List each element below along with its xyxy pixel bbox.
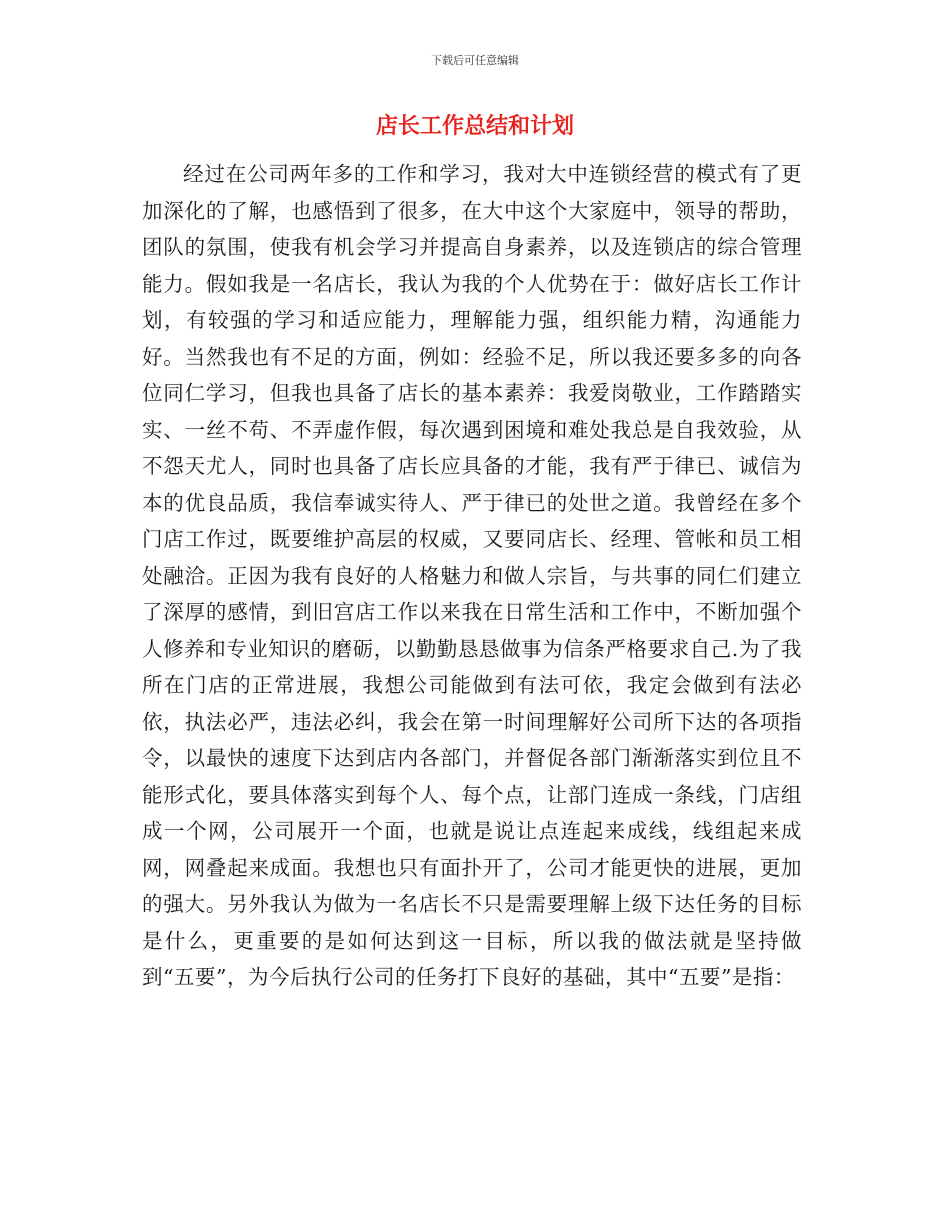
- document-title: 店长工作总结和计划: [375, 114, 574, 139]
- header-note: 下载后可任意编辑: [431, 54, 519, 67]
- body-paragraph: 经过在公司两年多的工作和学习，我对大中连锁经营的模式有了更加深化的了解，也感悟到了很多，在大中这个大家庭中，领导的帮助，团队的氛围，使我有机会学习并提高自身素养，以及连锁店的综合管理能力。假如我是一名店长，我认为我的个人优势在于：做好店长工作计划，有较强的学习和适应能力，理解能力强，组织能力精，沟通能力好。当然我也有不足的方面，例如：经验不足，所以我还要多多的向各位同仁学习，但我也具备了店长的基本素养：我爱岗敬业，工作踏踏实实、一丝不苟、不弄虚作假，每次遇到困境和难处我总是自我效验，从不怨天尤人，同时也具备了店长应具备的才能，我有严于律已、诚信为本的优良品质，我信奉诚实待人、严于律已的处世之道。我曾经在多个门店工作过，既要维护高层的权威，又要同店长、经理、管帐和员工相处融洽。正因为我有良好的人格魅力和做人宗旨，与共事的同仁们建立了深厚的感情，到旧宫店工作以来我在日常生活和工作中，不断加强个人修养和专业知识的磨砺，以勤勤恳恳做事为信条严格要求自己.为了我所在门店的正常进展，我想公司能做到有法可依，我定会做到有法必依，执法必严，违法必纠，我会在第一时间理解好公司所下达的各项指令，以最快的速度下达到店内各部门，并督促各部门渐渐落实到位且不能形式化，要具体落实到每个人、每个点，让部门连成一条线，门店组成一个网，公司展开一个面，也就是说让点连起来成线，线组起来成网，网叠起来成面。我想也只有面扑开了，公司才能更快的进展，更加的强大。另外我认为做为一名店长不只是需要理解上级下达任务的目标是什么，更重要的是如何达到这一目标，所以我的做法就是坚持做到“五要”，为今后执行公司的任务打下良好的基础，其中“五要”是指：: [142, 162, 802, 989]
